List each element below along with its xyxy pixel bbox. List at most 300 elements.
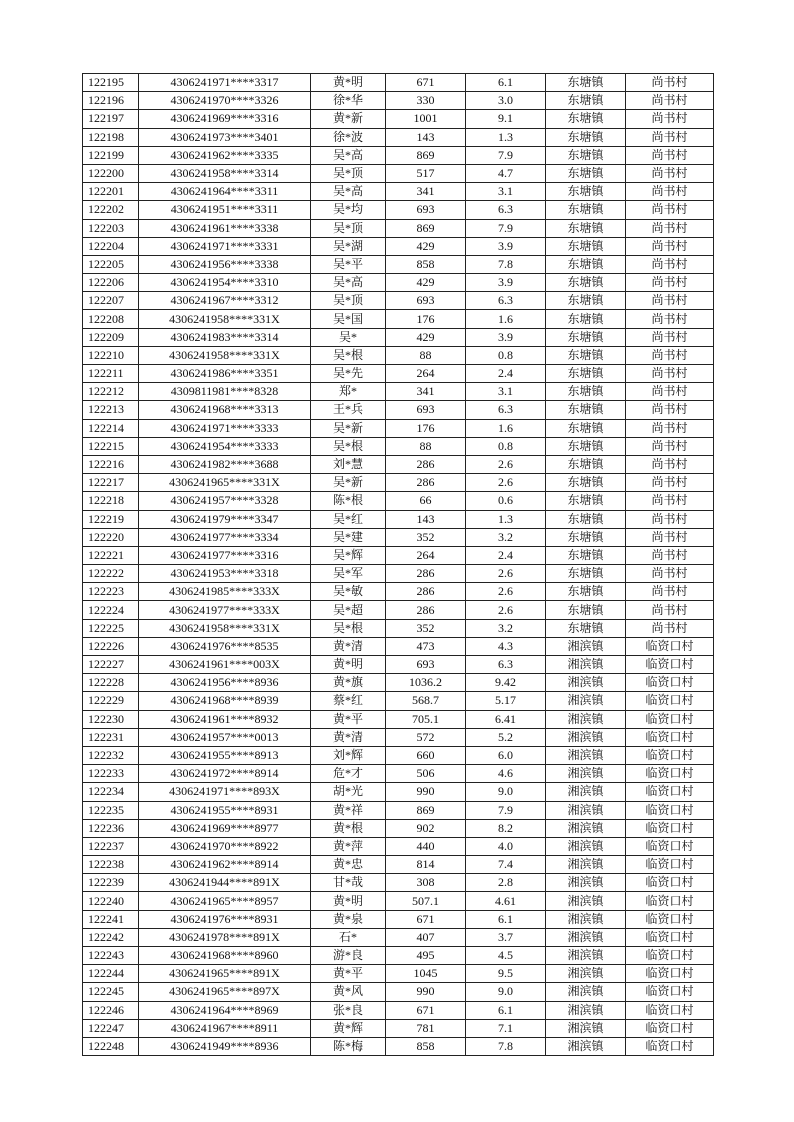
cell-value: 2.6 xyxy=(466,455,546,473)
cell-amount: 517 xyxy=(386,164,466,182)
cell-value: 6.3 xyxy=(466,401,546,419)
table-row xyxy=(83,637,714,655)
cell-value: 9.1 xyxy=(466,110,546,128)
cell-town: 东塘镇 xyxy=(546,128,626,146)
cell-town: 东塘镇 xyxy=(546,601,626,619)
cell-record-id: 122218 xyxy=(83,492,139,510)
cell-amount: 671 xyxy=(386,910,466,928)
cell-record-id: 122223 xyxy=(83,583,139,601)
cell-id-number: 4306241958****331X xyxy=(139,310,311,328)
cell-value: 2.4 xyxy=(466,365,546,383)
table-row xyxy=(83,601,714,619)
cell-record-id: 122245 xyxy=(83,983,139,1001)
table-row xyxy=(83,510,714,528)
cell-town: 湘滨镇 xyxy=(546,637,626,655)
cell-town: 东塘镇 xyxy=(546,183,626,201)
cell-record-id: 122199 xyxy=(83,146,139,164)
cell-record-id: 122208 xyxy=(83,310,139,328)
cell-record-id: 122204 xyxy=(83,237,139,255)
cell-name: 吴*红 xyxy=(311,510,386,528)
cell-value: 2.4 xyxy=(466,546,546,564)
cell-name: 王*兵 xyxy=(311,401,386,419)
cell-id-number: 4306241949****8936 xyxy=(139,1037,311,1055)
table-row xyxy=(83,928,714,946)
cell-town: 东塘镇 xyxy=(546,237,626,255)
cell-amount: 1001 xyxy=(386,110,466,128)
cell-id-number: 4309811981****8328 xyxy=(139,383,311,401)
table-row xyxy=(83,565,714,583)
cell-town: 东塘镇 xyxy=(546,583,626,601)
cell-village: 临资口村 xyxy=(626,656,714,674)
cell-id-number: 4306241962****8914 xyxy=(139,856,311,874)
cell-village: 尚书村 xyxy=(626,565,714,583)
cell-town: 湘滨镇 xyxy=(546,965,626,983)
cell-value: 1.6 xyxy=(466,310,546,328)
cell-village: 尚书村 xyxy=(626,583,714,601)
cell-town: 东塘镇 xyxy=(546,455,626,473)
table-row xyxy=(83,801,714,819)
cell-town: 东塘镇 xyxy=(546,346,626,364)
table-row xyxy=(83,255,714,273)
table-row xyxy=(83,183,714,201)
cell-id-number: 4306241958****331X xyxy=(139,346,311,364)
cell-town: 东塘镇 xyxy=(546,328,626,346)
cell-name: 吴*平 xyxy=(311,255,386,273)
cell-town: 东塘镇 xyxy=(546,74,626,92)
cell-town: 湘滨镇 xyxy=(546,674,626,692)
cell-village: 临资口村 xyxy=(626,983,714,1001)
cell-id-number: 4306241971****3331 xyxy=(139,237,311,255)
cell-town: 湘滨镇 xyxy=(546,656,626,674)
cell-record-id: 122228 xyxy=(83,674,139,692)
cell-village: 尚书村 xyxy=(626,255,714,273)
table-row xyxy=(83,546,714,564)
cell-id-number: 4306241954****3333 xyxy=(139,437,311,455)
cell-id-number: 4306241968****8960 xyxy=(139,947,311,965)
cell-town: 东塘镇 xyxy=(546,365,626,383)
cell-value: 9.42 xyxy=(466,674,546,692)
table-row xyxy=(83,1001,714,1019)
cell-value: 0.8 xyxy=(466,346,546,364)
cell-town: 东塘镇 xyxy=(546,164,626,182)
table-row xyxy=(83,819,714,837)
cell-town: 湘滨镇 xyxy=(546,1037,626,1055)
cell-record-id: 122225 xyxy=(83,619,139,637)
table-row xyxy=(83,765,714,783)
cell-id-number: 4306241955****8913 xyxy=(139,746,311,764)
cell-id-number: 4306241965****897X xyxy=(139,983,311,1001)
cell-town: 东塘镇 xyxy=(546,492,626,510)
cell-id-number: 4306241969****8977 xyxy=(139,819,311,837)
cell-value: 7.8 xyxy=(466,255,546,273)
table-row xyxy=(83,910,714,928)
table-row xyxy=(83,346,714,364)
cell-name: 陈*根 xyxy=(311,492,386,510)
cell-value: 4.6 xyxy=(466,765,546,783)
cell-record-id: 122248 xyxy=(83,1037,139,1055)
cell-amount: 286 xyxy=(386,455,466,473)
table-row xyxy=(83,892,714,910)
cell-value: 2.6 xyxy=(466,601,546,619)
cell-amount: 473 xyxy=(386,637,466,655)
cell-amount: 352 xyxy=(386,619,466,637)
table-row xyxy=(83,74,714,92)
cell-name: 黄*平 xyxy=(311,965,386,983)
cell-name: 黄*明 xyxy=(311,892,386,910)
cell-record-id: 122214 xyxy=(83,419,139,437)
cell-amount: 88 xyxy=(386,346,466,364)
cell-village: 尚书村 xyxy=(626,401,714,419)
cell-record-id: 122219 xyxy=(83,510,139,528)
cell-town: 湘滨镇 xyxy=(546,746,626,764)
cell-amount: 705.1 xyxy=(386,710,466,728)
cell-id-number: 4306241971****3333 xyxy=(139,419,311,437)
table-row xyxy=(83,983,714,1001)
cell-town: 湘滨镇 xyxy=(546,765,626,783)
cell-amount: 440 xyxy=(386,837,466,855)
cell-record-id: 122247 xyxy=(83,1019,139,1037)
cell-id-number: 4306241953****3318 xyxy=(139,565,311,583)
cell-value: 5.17 xyxy=(466,692,546,710)
table-row xyxy=(83,219,714,237)
cell-id-number: 4306241957****3328 xyxy=(139,492,311,510)
cell-village: 临资口村 xyxy=(626,874,714,892)
cell-town: 东塘镇 xyxy=(546,565,626,583)
table-row xyxy=(83,965,714,983)
cell-town: 东塘镇 xyxy=(546,274,626,292)
cell-village: 临资口村 xyxy=(626,710,714,728)
cell-name: 黄*清 xyxy=(311,728,386,746)
cell-id-number: 4306241971****893X xyxy=(139,783,311,801)
table-row xyxy=(83,728,714,746)
table-row xyxy=(83,274,714,292)
cell-id-number: 4306241958****331X xyxy=(139,619,311,637)
cell-value: 6.41 xyxy=(466,710,546,728)
cell-name: 黄*泉 xyxy=(311,910,386,928)
cell-value: 9.5 xyxy=(466,965,546,983)
table-row xyxy=(83,746,714,764)
cell-village: 临资口村 xyxy=(626,965,714,983)
cell-value: 5.2 xyxy=(466,728,546,746)
cell-name: 吴*高 xyxy=(311,146,386,164)
cell-record-id: 122221 xyxy=(83,546,139,564)
cell-amount: 286 xyxy=(386,474,466,492)
cell-name: 吴*根 xyxy=(311,619,386,637)
table-row xyxy=(83,874,714,892)
cell-town: 东塘镇 xyxy=(546,510,626,528)
table-row xyxy=(83,947,714,965)
cell-id-number: 4306241972****8914 xyxy=(139,765,311,783)
cell-value: 3.9 xyxy=(466,274,546,292)
cell-town: 东塘镇 xyxy=(546,528,626,546)
cell-record-id: 122201 xyxy=(83,183,139,201)
table-body xyxy=(83,74,714,1056)
cell-village: 临资口村 xyxy=(626,928,714,946)
cell-name: 徐*华 xyxy=(311,92,386,110)
cell-value: 7.8 xyxy=(466,1037,546,1055)
cell-record-id: 122195 xyxy=(83,74,139,92)
cell-id-number: 4306241978****891X xyxy=(139,928,311,946)
cell-village: 尚书村 xyxy=(626,510,714,528)
cell-village: 尚书村 xyxy=(626,455,714,473)
table-row xyxy=(83,164,714,182)
cell-record-id: 122236 xyxy=(83,819,139,837)
cell-value: 1.3 xyxy=(466,128,546,146)
cell-value: 1.6 xyxy=(466,419,546,437)
cell-record-id: 122229 xyxy=(83,692,139,710)
cell-town: 东塘镇 xyxy=(546,292,626,310)
table-row xyxy=(83,619,714,637)
cell-record-id: 122210 xyxy=(83,346,139,364)
cell-name: 胡*光 xyxy=(311,783,386,801)
cell-record-id: 122197 xyxy=(83,110,139,128)
cell-village: 尚书村 xyxy=(626,346,714,364)
cell-amount: 693 xyxy=(386,656,466,674)
cell-record-id: 122222 xyxy=(83,565,139,583)
cell-amount: 507.1 xyxy=(386,892,466,910)
cell-amount: 506 xyxy=(386,765,466,783)
cell-amount: 902 xyxy=(386,819,466,837)
table-row xyxy=(83,474,714,492)
cell-value: 2.6 xyxy=(466,565,546,583)
cell-village: 尚书村 xyxy=(626,619,714,637)
cell-value: 3.1 xyxy=(466,183,546,201)
cell-town: 东塘镇 xyxy=(546,110,626,128)
cell-id-number: 4306241968****3313 xyxy=(139,401,311,419)
table-row xyxy=(83,837,714,855)
cell-id-number: 4306241970****8922 xyxy=(139,837,311,855)
cell-name: 徐*波 xyxy=(311,128,386,146)
cell-amount: 286 xyxy=(386,583,466,601)
cell-id-number: 4306241944****891X xyxy=(139,874,311,892)
cell-town: 湘滨镇 xyxy=(546,837,626,855)
cell-record-id: 122233 xyxy=(83,765,139,783)
cell-name: 危*才 xyxy=(311,765,386,783)
cell-value: 6.0 xyxy=(466,746,546,764)
cell-name: 吴*先 xyxy=(311,365,386,383)
cell-record-id: 122224 xyxy=(83,601,139,619)
cell-id-number: 4306241979****3347 xyxy=(139,510,311,528)
cell-village: 尚书村 xyxy=(626,146,714,164)
cell-town: 东塘镇 xyxy=(546,619,626,637)
cell-amount: 66 xyxy=(386,492,466,510)
table-row xyxy=(83,455,714,473)
cell-value: 9.0 xyxy=(466,783,546,801)
cell-value: 0.8 xyxy=(466,437,546,455)
cell-village: 尚书村 xyxy=(626,219,714,237)
table-row xyxy=(83,146,714,164)
cell-name: 吴*高 xyxy=(311,183,386,201)
cell-name: 黄*萍 xyxy=(311,837,386,855)
cell-village: 尚书村 xyxy=(626,383,714,401)
cell-id-number: 4306241985****333X xyxy=(139,583,311,601)
cell-id-number: 4306241973****3401 xyxy=(139,128,311,146)
cell-amount: 693 xyxy=(386,201,466,219)
cell-record-id: 122244 xyxy=(83,965,139,983)
cell-name: 黄*忠 xyxy=(311,856,386,874)
cell-town: 东塘镇 xyxy=(546,255,626,273)
cell-name: 游*良 xyxy=(311,947,386,965)
cell-name: 黄*根 xyxy=(311,819,386,837)
cell-record-id: 122220 xyxy=(83,528,139,546)
cell-record-id: 122242 xyxy=(83,928,139,946)
cell-town: 东塘镇 xyxy=(546,219,626,237)
cell-value: 0.6 xyxy=(466,492,546,510)
cell-value: 2.8 xyxy=(466,874,546,892)
cell-record-id: 122235 xyxy=(83,801,139,819)
cell-village: 尚书村 xyxy=(626,546,714,564)
cell-amount: 286 xyxy=(386,601,466,619)
cell-record-id: 122240 xyxy=(83,892,139,910)
cell-town: 东塘镇 xyxy=(546,546,626,564)
cell-record-id: 122238 xyxy=(83,856,139,874)
cell-value: 3.9 xyxy=(466,237,546,255)
table-row xyxy=(83,692,714,710)
cell-value: 6.1 xyxy=(466,74,546,92)
table-row xyxy=(83,674,714,692)
cell-value: 7.9 xyxy=(466,219,546,237)
cell-amount: 814 xyxy=(386,856,466,874)
cell-village: 临资口村 xyxy=(626,746,714,764)
table-row xyxy=(83,656,714,674)
table-row xyxy=(83,437,714,455)
cell-town: 湘滨镇 xyxy=(546,892,626,910)
cell-name: 吴*军 xyxy=(311,565,386,583)
cell-record-id: 122234 xyxy=(83,783,139,801)
cell-name: 蔡*红 xyxy=(311,692,386,710)
cell-name: 吴*根 xyxy=(311,437,386,455)
cell-record-id: 122216 xyxy=(83,455,139,473)
cell-amount: 990 xyxy=(386,783,466,801)
cell-amount: 869 xyxy=(386,801,466,819)
cell-name: 黄*平 xyxy=(311,710,386,728)
table-row xyxy=(83,401,714,419)
cell-value: 3.2 xyxy=(466,619,546,637)
cell-value: 8.2 xyxy=(466,819,546,837)
cell-value: 9.0 xyxy=(466,983,546,1001)
cell-id-number: 4306241976****8535 xyxy=(139,637,311,655)
cell-village: 尚书村 xyxy=(626,419,714,437)
table-row xyxy=(83,110,714,128)
table-row xyxy=(83,328,714,346)
cell-record-id: 122207 xyxy=(83,292,139,310)
cell-amount: 352 xyxy=(386,528,466,546)
cell-record-id: 122209 xyxy=(83,328,139,346)
cell-record-id: 122232 xyxy=(83,746,139,764)
cell-village: 尚书村 xyxy=(626,310,714,328)
cell-record-id: 122212 xyxy=(83,383,139,401)
cell-amount: 429 xyxy=(386,328,466,346)
table-row xyxy=(83,201,714,219)
cell-amount: 429 xyxy=(386,237,466,255)
cell-amount: 176 xyxy=(386,419,466,437)
cell-town: 湘滨镇 xyxy=(546,874,626,892)
cell-town: 湘滨镇 xyxy=(546,728,626,746)
cell-value: 6.3 xyxy=(466,292,546,310)
cell-town: 湘滨镇 xyxy=(546,819,626,837)
table-row xyxy=(83,419,714,437)
cell-amount: 869 xyxy=(386,146,466,164)
cell-value: 4.61 xyxy=(466,892,546,910)
cell-id-number: 4306241961****003X xyxy=(139,656,311,674)
cell-town: 湘滨镇 xyxy=(546,801,626,819)
cell-amount: 341 xyxy=(386,383,466,401)
cell-record-id: 122239 xyxy=(83,874,139,892)
cell-name: 黄*新 xyxy=(311,110,386,128)
cell-village: 临资口村 xyxy=(626,1019,714,1037)
cell-value: 7.9 xyxy=(466,146,546,164)
cell-record-id: 122243 xyxy=(83,947,139,965)
cell-id-number: 4306241977****3316 xyxy=(139,546,311,564)
table-row xyxy=(83,383,714,401)
cell-amount: 264 xyxy=(386,365,466,383)
cell-value: 6.3 xyxy=(466,656,546,674)
cell-id-number: 4306241957****0013 xyxy=(139,728,311,746)
cell-id-number: 4306241962****3335 xyxy=(139,146,311,164)
table-row xyxy=(83,783,714,801)
cell-town: 东塘镇 xyxy=(546,383,626,401)
cell-amount: 341 xyxy=(386,183,466,201)
cell-name: 吴*新 xyxy=(311,474,386,492)
cell-id-number: 4306241954****3310 xyxy=(139,274,311,292)
table-row xyxy=(83,292,714,310)
cell-record-id: 122203 xyxy=(83,219,139,237)
cell-amount: 308 xyxy=(386,874,466,892)
cell-village: 尚书村 xyxy=(626,274,714,292)
cell-town: 湘滨镇 xyxy=(546,947,626,965)
cell-name: 吴* xyxy=(311,328,386,346)
cell-amount: 286 xyxy=(386,565,466,583)
cell-value: 1.3 xyxy=(466,510,546,528)
cell-amount: 264 xyxy=(386,546,466,564)
cell-amount: 407 xyxy=(386,928,466,946)
cell-name: 吴*建 xyxy=(311,528,386,546)
cell-village: 尚书村 xyxy=(626,474,714,492)
cell-amount: 990 xyxy=(386,983,466,1001)
cell-record-id: 122226 xyxy=(83,637,139,655)
cell-town: 东塘镇 xyxy=(546,201,626,219)
cell-amount: 693 xyxy=(386,292,466,310)
cell-record-id: 122202 xyxy=(83,201,139,219)
cell-town: 东塘镇 xyxy=(546,474,626,492)
cell-amount: 858 xyxy=(386,255,466,273)
cell-village: 尚书村 xyxy=(626,601,714,619)
cell-record-id: 122213 xyxy=(83,401,139,419)
cell-value: 6.1 xyxy=(466,1001,546,1019)
table-row xyxy=(83,1037,714,1055)
cell-village: 临资口村 xyxy=(626,801,714,819)
cell-value: 3.0 xyxy=(466,92,546,110)
cell-town: 湘滨镇 xyxy=(546,928,626,946)
cell-name: 黄*辉 xyxy=(311,1019,386,1037)
cell-village: 临资口村 xyxy=(626,1001,714,1019)
table-row xyxy=(83,1019,714,1037)
cell-amount: 693 xyxy=(386,401,466,419)
cell-value: 4.5 xyxy=(466,947,546,965)
cell-town: 湘滨镇 xyxy=(546,983,626,1001)
cell-village: 尚书村 xyxy=(626,128,714,146)
cell-village: 尚书村 xyxy=(626,437,714,455)
cell-village: 临资口村 xyxy=(626,856,714,874)
cell-id-number: 4306241977****333X xyxy=(139,601,311,619)
cell-village: 尚书村 xyxy=(626,110,714,128)
cell-name: 吴*顶 xyxy=(311,219,386,237)
cell-value: 7.1 xyxy=(466,1019,546,1037)
cell-village: 临资口村 xyxy=(626,783,714,801)
cell-record-id: 122227 xyxy=(83,656,139,674)
cell-record-id: 122200 xyxy=(83,164,139,182)
cell-record-id: 122196 xyxy=(83,92,139,110)
